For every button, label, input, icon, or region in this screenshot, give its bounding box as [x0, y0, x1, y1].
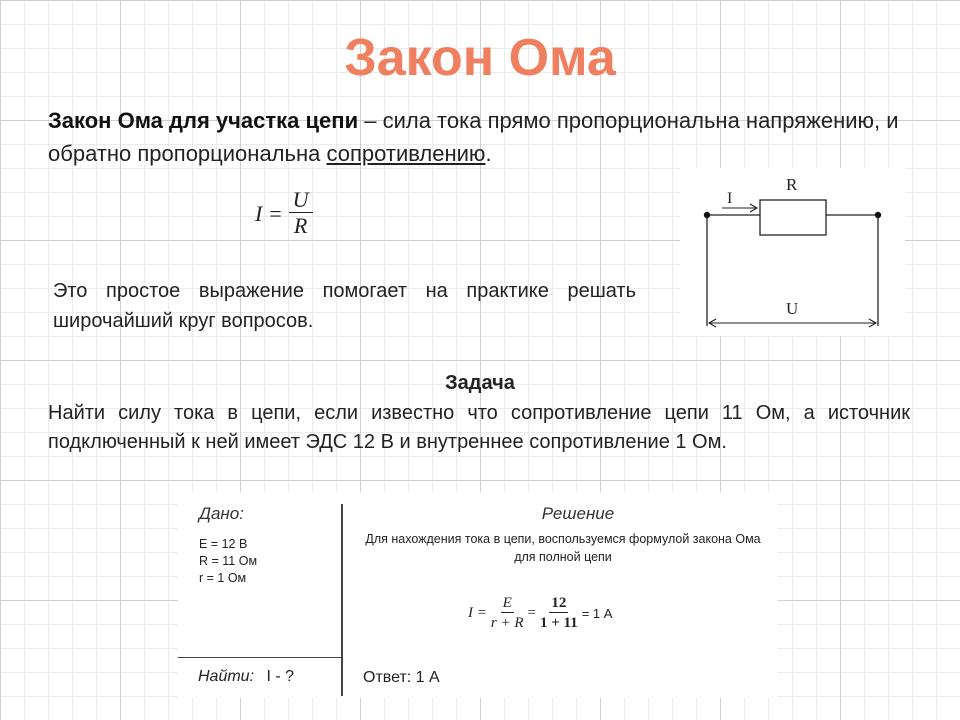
resistor	[760, 200, 826, 235]
find-section	[198, 668, 294, 686]
answer-text: Ответ: 1 А	[363, 669, 440, 686]
given-item: r = 1 Ом	[199, 571, 247, 585]
current-label: I	[727, 190, 733, 207]
formula-lhs: I =	[255, 200, 283, 226]
formula-denominator: R	[293, 213, 308, 238]
solution-formula-lhs: I =	[468, 605, 487, 621]
ohm-law-definition	[48, 104, 908, 170]
solution-text: Для нахождения тока в цепи, воспользуемся формулой закона Ома для полной цепи	[365, 532, 761, 564]
definition-term: Закон Ома для участка цепи	[48, 108, 359, 133]
given-item: E = 12 В	[199, 537, 248, 551]
circuit-diagram	[680, 168, 905, 336]
task-title: Задача	[445, 372, 515, 394]
definition-underlined: сопротивлению	[326, 141, 486, 166]
terminal-left	[704, 212, 710, 218]
resistor-label: R	[786, 175, 798, 194]
solution-fraction-1	[491, 594, 524, 633]
definition-end: .	[485, 141, 492, 166]
divider-vertical	[341, 504, 343, 696]
find-value: I - ?	[266, 668, 295, 685]
solution-label: Решение	[541, 504, 615, 523]
divider-horizontal	[178, 657, 341, 658]
fraction-1-numerator: E	[502, 595, 512, 611]
given-item: R = 11 Ом	[199, 554, 258, 568]
find-label: Найти:	[198, 668, 255, 685]
terminal-right	[875, 212, 881, 218]
task-text: Найти силу тока в цепи, если известно что сопротивление цепи 11 Ом, а источник подключенный к ней имеет ЭДС 12 В и внутреннее сопротивление 1 Ом.	[48, 402, 910, 453]
given-list	[199, 536, 257, 587]
note-text: Это простое выражение помогает на практике решать широчайший круг вопросов.	[53, 280, 636, 332]
voltage-label: U	[786, 299, 799, 318]
circuit-svg	[680, 168, 905, 336]
solution-fraction-2	[540, 594, 578, 633]
definition-text: – сила тока прямо пропорциональна напряжению, и обратно пропорциональна	[48, 108, 899, 166]
solution-panel	[178, 492, 778, 698]
formula-numerator: U	[289, 188, 313, 213]
solution-formula-equals: =	[527, 605, 536, 621]
formula-fraction	[289, 188, 313, 239]
given-label: Дано:	[199, 504, 244, 523]
solution-formula-result: = 1 А	[581, 606, 613, 621]
solution-formula	[468, 594, 612, 633]
fraction-1-denominator: r + R	[490, 615, 524, 631]
ohm-formula	[255, 188, 313, 239]
fraction-2-numerator: 12	[551, 595, 567, 611]
fraction-2-denominator: 1 + 11	[539, 615, 578, 631]
slide-title: Закон Ома	[344, 29, 616, 87]
